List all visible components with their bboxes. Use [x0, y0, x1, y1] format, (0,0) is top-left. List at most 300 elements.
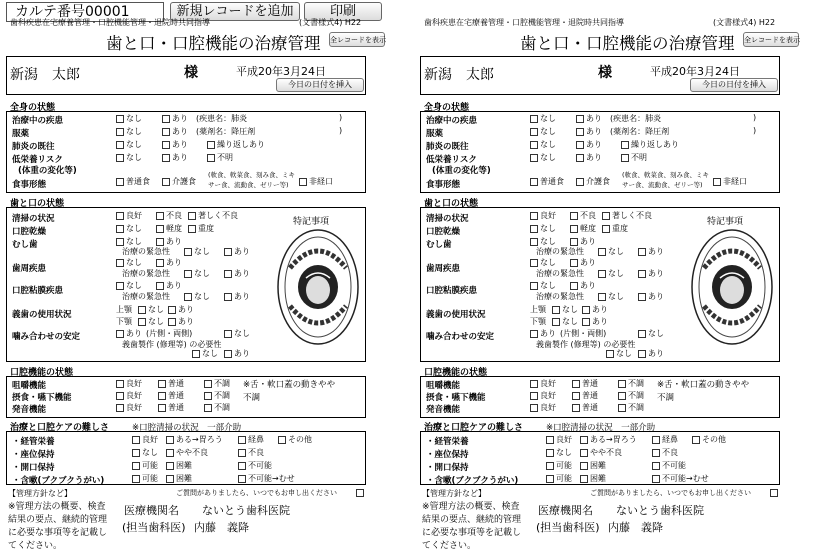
- mouth-difficult[interactable]: [166, 462, 174, 470]
- meds-yes-checkbox[interactable]: [162, 128, 170, 136]
- gastrostomy-label: ある→胃ろう: [590, 435, 637, 444]
- good-label: 良好: [540, 211, 556, 220]
- chew-bad[interactable]: [204, 380, 212, 388]
- none-label: なし: [608, 292, 624, 301]
- tube-feed-label: ・経管栄養: [12, 437, 55, 447]
- none-label: なし: [540, 153, 556, 162]
- bite-none-checkbox[interactable]: [224, 330, 232, 338]
- caries-urgency-none[interactable]: [184, 248, 192, 256]
- malnutrition-sub-label: (体重の変化等): [18, 166, 77, 176]
- upper-label: 上顎: [116, 305, 132, 314]
- possible-label: 可能: [142, 474, 158, 483]
- dry-severe-checkbox[interactable]: [188, 225, 196, 233]
- mucosa-urgency-none[interactable]: [184, 293, 192, 301]
- impossible-choke-label: 不可能→むせ: [248, 474, 295, 483]
- yes-label: あり: [172, 114, 188, 123]
- yes-label: あり: [586, 153, 602, 162]
- oral-note-2[interactable]: 不調: [243, 393, 261, 403]
- caries-urgency-yes[interactable]: [638, 248, 646, 256]
- bad-label: 不良: [580, 211, 596, 220]
- none-label: なし: [126, 114, 142, 123]
- mild-label: 軽度: [580, 224, 596, 233]
- bad-label: 不良: [166, 211, 182, 220]
- perio-urgency-none[interactable]: [598, 270, 606, 278]
- clean-bad-checkbox[interactable]: [156, 212, 164, 220]
- policy-line[interactable]: ※管理方法の概要、検査: [422, 502, 520, 512]
- mucosa-urgency-none[interactable]: [598, 293, 606, 301]
- bad-label: 不調: [214, 379, 230, 388]
- caries-urgency-none[interactable]: [598, 248, 606, 256]
- lower-yes-checkbox[interactable]: [168, 318, 176, 326]
- urgency-label: 治療の緊急性: [536, 269, 584, 278]
- speech-good[interactable]: [530, 404, 538, 412]
- yes-label: あり: [234, 247, 250, 256]
- clean-bad-checkbox[interactable]: [570, 212, 578, 220]
- oral-note[interactable]: ※舌・軟口蓋の動きやや: [657, 380, 750, 390]
- policy-line[interactable]: 結果の要点、継続的管理: [8, 515, 108, 525]
- none-label: なし: [540, 224, 556, 233]
- good-label: 良好: [126, 403, 142, 412]
- care-food-detail: (軟食、軟菜食、刻み食、ミキ: [622, 171, 710, 179]
- swallow-bad[interactable]: [204, 392, 212, 400]
- header-left-text: 歯科疾患在宅療養管理・口腔機能管理・退院時共同指導: [10, 18, 210, 27]
- speech-normal[interactable]: [572, 404, 580, 412]
- perio-none-checkbox[interactable]: [116, 259, 124, 267]
- mucosa-urgency-yes[interactable]: [638, 293, 646, 301]
- none-label: なし: [126, 237, 142, 246]
- yes-label: あり: [172, 153, 188, 162]
- rinse-impossible[interactable]: [652, 475, 660, 483]
- mouth-diagram: [276, 228, 360, 346]
- clean-verybad-checkbox[interactable]: [188, 212, 196, 220]
- none-label: なし: [148, 305, 164, 314]
- malnutrition-label: 低栄養リスク: [426, 155, 477, 165]
- denture-make-none[interactable]: [192, 350, 200, 358]
- mucosa-none-checkbox[interactable]: [116, 282, 124, 290]
- lower-none-checkbox[interactable]: [138, 318, 146, 326]
- upper-yes-checkbox[interactable]: [582, 306, 590, 314]
- lower-label: 下顎: [116, 317, 132, 326]
- dry-none-checkbox[interactable]: [116, 225, 124, 233]
- karte-label: カルテ番号: [15, 4, 85, 20]
- mouth-possible[interactable]: [132, 462, 140, 470]
- difficult-label: 困難: [590, 474, 606, 483]
- drug-value[interactable]: (薬剤名：降圧剤: [610, 127, 670, 136]
- care-heading: 治療と口腔ケアの難しさ: [10, 423, 110, 433]
- care-food-detail: (軟食、軟菜食、刻み食、ミキ: [208, 171, 296, 179]
- normal-label: 普通: [582, 379, 598, 388]
- clean-good-checkbox[interactable]: [530, 212, 538, 220]
- good-label: 良好: [540, 391, 556, 400]
- bite-yes-checkbox[interactable]: [116, 330, 124, 338]
- clean-verybad-checkbox[interactable]: [602, 212, 610, 220]
- show-all-records-button[interactable]: 全レコードを表示: [329, 32, 385, 47]
- none-label: なし: [126, 127, 142, 136]
- care-heading-note[interactable]: ※口腔清掃の状況 一部介助: [546, 423, 656, 433]
- caries-yes-checkbox[interactable]: [156, 238, 164, 246]
- mucosa-label: 口腔粘膜疾患: [12, 286, 64, 296]
- oral-heading: 口腔機能の状態: [424, 368, 488, 378]
- bite-label: 噛み合わせの安定: [426, 332, 495, 342]
- caries-none-checkbox[interactable]: [116, 238, 124, 246]
- chew-bad[interactable]: [618, 380, 626, 388]
- tube-nasal[interactable]: [238, 436, 246, 444]
- verybad-label: 著しく不良: [198, 211, 238, 220]
- contact-note: ご質問がありましたら、いつでもお申し出ください: [176, 489, 337, 497]
- contact-note: ご質問がありましたら、いつでもお申し出ください: [590, 489, 751, 497]
- disease-value[interactable]: (疾患名：肺炎: [196, 114, 248, 123]
- policy-line[interactable]: てください。: [8, 541, 63, 551]
- page-title: 歯と口・口腔機能の治療管理: [520, 34, 735, 53]
- page-title: 歯と口・口腔機能の治療管理: [106, 34, 321, 53]
- perio-none-checkbox[interactable]: [530, 259, 538, 267]
- mucosa-urgency-yes[interactable]: [224, 293, 232, 301]
- seat-none[interactable]: [132, 449, 140, 457]
- normal-label: 普通: [582, 391, 598, 400]
- seat-bad[interactable]: [238, 449, 246, 457]
- perio-label: 歯周疾患: [426, 264, 461, 274]
- clinic-label: 医療機関名: [538, 504, 593, 517]
- oral-note[interactable]: ※舌・軟口蓋の動きやや: [243, 380, 336, 390]
- date-field[interactable]: 平成20年3月24日: [650, 65, 740, 78]
- normal-label: 普通: [168, 379, 184, 388]
- meds-none-checkbox[interactable]: [116, 128, 124, 136]
- yes-label: あり: [592, 317, 608, 326]
- denture-make-none[interactable]: [606, 350, 614, 358]
- chew-normal[interactable]: [572, 380, 580, 388]
- chew-good[interactable]: [530, 380, 538, 388]
- dry-mild-checkbox[interactable]: [570, 225, 578, 233]
- bad-label: 不調: [214, 391, 230, 400]
- add-record-button[interactable]: 新規レコードを追加: [170, 2, 300, 21]
- pneumonia-repeat-checkbox[interactable]: [621, 141, 629, 149]
- normal-food-checkbox[interactable]: [530, 178, 538, 186]
- severe-label: 重度: [612, 224, 628, 233]
- seat-bad[interactable]: [652, 449, 660, 457]
- impossible-label: 不可能: [662, 461, 686, 470]
- pneumonia-yes-checkbox[interactable]: [162, 141, 170, 149]
- disease-value[interactable]: (疾患名：肺炎: [610, 114, 662, 123]
- chew-normal[interactable]: [158, 380, 166, 388]
- good-label: 良好: [126, 391, 142, 400]
- clean-good-checkbox[interactable]: [116, 212, 124, 220]
- dry-mild-checkbox[interactable]: [156, 225, 164, 233]
- tube-label: 非経口: [723, 177, 747, 186]
- general-heading: 全身の状態: [424, 103, 470, 113]
- paren: ): [339, 113, 343, 122]
- upper-none-checkbox[interactable]: [138, 306, 146, 314]
- slightly-bad-label: やや不良: [590, 448, 622, 457]
- tube-checkbox[interactable]: [299, 178, 307, 186]
- rinse-difficult[interactable]: [166, 475, 174, 483]
- yes-label: あり: [126, 329, 142, 338]
- none-label: なし: [562, 305, 578, 314]
- none-label: なし: [540, 127, 556, 136]
- gastrostomy-label: ある→胃ろう: [176, 435, 223, 444]
- bite-label: 噛み合わせの安定: [12, 332, 81, 342]
- insert-today-button[interactable]: 今日の日付を挿入: [690, 78, 778, 92]
- treatment-sheet-right: [420, 14, 822, 555]
- clinic-name[interactable]: ないとう歯科医院: [202, 504, 290, 517]
- perio-yes-checkbox[interactable]: [570, 259, 578, 267]
- seat-none[interactable]: [546, 449, 554, 457]
- good-label: 良好: [142, 435, 158, 444]
- cleaning-label: 清掃の状況: [12, 214, 55, 224]
- care-heading-note[interactable]: ※口腔清掃の状況 一部介助: [132, 423, 242, 433]
- disease-label: 治療中の疾患: [426, 116, 478, 126]
- diet-label: 食事形態: [426, 180, 461, 190]
- seat-yaya[interactable]: [580, 449, 588, 457]
- lower-none-checkbox[interactable]: [552, 318, 560, 326]
- tube-aru[interactable]: [166, 436, 174, 444]
- rinse-possible[interactable]: [546, 475, 554, 483]
- caries-label: むし歯: [426, 240, 452, 250]
- pneumonia-none-checkbox[interactable]: [116, 141, 124, 149]
- urgency-label: 治療の緊急性: [122, 247, 170, 256]
- dentist-label: (担当歯科医): [536, 521, 600, 534]
- meds-label: 服薬: [426, 129, 444, 139]
- general-heading: 全身の状態: [10, 103, 56, 113]
- good-label: 良好: [126, 379, 142, 388]
- sitting-label: ・座位保持: [426, 450, 469, 460]
- denture-make-yes[interactable]: [638, 350, 646, 358]
- caries-label: むし歯: [12, 240, 38, 250]
- mucosa-label: 口腔粘膜疾患: [426, 286, 478, 296]
- bite-yes-checkbox[interactable]: [530, 330, 538, 338]
- none-label: なし: [608, 247, 624, 256]
- bite-note: (片側・両側): [146, 329, 193, 338]
- yes-label: あり: [648, 349, 664, 358]
- swallow-good[interactable]: [530, 392, 538, 400]
- impossible-choke-label: 不可能→むせ: [662, 474, 709, 483]
- mild-label: 軽度: [166, 224, 182, 233]
- upper-label: 上顎: [530, 305, 546, 314]
- none-label: なし: [540, 140, 556, 149]
- teeth-heading: 歯と口の状態: [10, 199, 65, 209]
- denture-label: 義歯の使用状況: [12, 310, 72, 320]
- none-label: なし: [194, 292, 210, 301]
- clinic-name[interactable]: ないとう歯科医院: [616, 504, 704, 517]
- bite-none-checkbox[interactable]: [638, 330, 646, 338]
- denture-make-yes[interactable]: [224, 350, 232, 358]
- rinse-possible[interactable]: [132, 475, 140, 483]
- none-label: なし: [616, 349, 632, 358]
- mouth-possible[interactable]: [546, 462, 554, 470]
- lower-yes-checkbox[interactable]: [582, 318, 590, 326]
- policy-line[interactable]: に必要な事項等を記載し: [8, 528, 108, 538]
- normal-food-checkbox[interactable]: [116, 178, 124, 186]
- dentist-name[interactable]: 内藤 義降: [608, 521, 663, 534]
- none-label: なし: [540, 114, 556, 123]
- meds-yes-checkbox[interactable]: [576, 128, 584, 136]
- upper-none-checkbox[interactable]: [552, 306, 560, 314]
- dentist-name[interactable]: 内藤 義降: [194, 521, 249, 534]
- yes-label: あり: [580, 237, 596, 246]
- policy-line[interactable]: ※管理方法の概要、検査: [8, 502, 106, 512]
- swallow-normal[interactable]: [158, 392, 166, 400]
- policy-line[interactable]: てください。: [422, 541, 477, 551]
- malnut-unknown-checkbox[interactable]: [621, 154, 629, 162]
- mouth-impossible[interactable]: [652, 462, 660, 470]
- upper-yes-checkbox[interactable]: [168, 306, 176, 314]
- other-label: その他: [288, 435, 312, 444]
- policy-line[interactable]: に必要な事項等を記載し: [422, 528, 522, 538]
- bad-label: 不良: [662, 448, 678, 457]
- normal-label: 普通: [582, 403, 598, 412]
- mouth-difficult[interactable]: [580, 462, 588, 470]
- mucosa-yes-checkbox[interactable]: [156, 282, 164, 290]
- none-label: なし: [556, 448, 572, 457]
- tube-good[interactable]: [546, 436, 554, 444]
- slightly-bad-label: やや不良: [176, 448, 208, 457]
- none-label: なし: [540, 258, 556, 267]
- none-label: なし: [126, 140, 142, 149]
- care-food-detail: サー食、流動食、ゼリー等): [622, 181, 703, 189]
- mouth-impossible[interactable]: [238, 462, 246, 470]
- seat-yaya[interactable]: [166, 449, 174, 457]
- perio-urgency-none[interactable]: [184, 270, 192, 278]
- care-food-checkbox[interactable]: [162, 178, 170, 186]
- policy-heading: 【管理方針など】: [422, 489, 486, 498]
- none-label: なし: [126, 258, 142, 267]
- caries-none-checkbox[interactable]: [530, 238, 538, 246]
- show-all-records-button[interactable]: 全レコードを表示: [743, 32, 799, 47]
- tube-nasal[interactable]: [652, 436, 660, 444]
- meds-label: 服薬: [12, 129, 30, 139]
- rinse-impossible[interactable]: [238, 475, 246, 483]
- yes-label: あり: [178, 317, 194, 326]
- policy-line[interactable]: 結果の要点、継続的管理: [422, 515, 522, 525]
- rinse-difficult[interactable]: [580, 475, 588, 483]
- disease-none-checkbox[interactable]: [116, 115, 124, 123]
- perio-label: 歯周疾患: [12, 264, 47, 274]
- drug-value[interactable]: (薬剤名：降圧剤: [196, 127, 256, 136]
- possible-label: 可能: [556, 461, 572, 470]
- none-label: なし: [540, 237, 556, 246]
- nasal-label: 経鼻: [662, 435, 678, 444]
- tube-other[interactable]: [278, 436, 286, 444]
- perio-urgency-yes[interactable]: [638, 270, 646, 278]
- caries-urgency-yes[interactable]: [224, 248, 232, 256]
- notes-label: 特記事項: [707, 217, 744, 227]
- pneumonia-none-checkbox[interactable]: [530, 141, 538, 149]
- caries-yes-checkbox[interactable]: [570, 238, 578, 246]
- none-label: なし: [194, 247, 210, 256]
- clinic-label: 医療機関名: [124, 504, 179, 517]
- yes-label: あり: [648, 269, 664, 278]
- bad-label: 不調: [628, 391, 644, 400]
- header-right-text: (文書様式4) H22: [713, 18, 776, 27]
- good-label: 良好: [126, 211, 142, 220]
- yes-label: あり: [172, 127, 188, 136]
- speech-normal[interactable]: [158, 404, 166, 412]
- bad-label: 不調: [628, 403, 644, 412]
- unknown-label: 不明: [217, 153, 233, 162]
- disease-yes-checkbox[interactable]: [576, 115, 584, 123]
- verybad-label: 著しく不良: [612, 211, 652, 220]
- mouth-open-label: ・開口保持: [12, 463, 55, 473]
- malnut-none-checkbox[interactable]: [530, 154, 538, 162]
- none-label: なし: [126, 153, 142, 162]
- malnut-yes-checkbox[interactable]: [576, 154, 584, 162]
- insert-today-button[interactable]: 今日の日付を挿入: [276, 78, 364, 92]
- mouth-diagram: [690, 228, 774, 346]
- date-field[interactable]: 平成20年3月24日: [236, 65, 326, 78]
- tube-aru[interactable]: [580, 436, 588, 444]
- impossible-label: 不可能: [248, 461, 272, 470]
- header-right-text: (文書様式4) H22: [299, 18, 362, 27]
- swallow-good[interactable]: [116, 392, 124, 400]
- contact-checkbox[interactable]: [770, 489, 778, 497]
- pneumonia-yes-checkbox[interactable]: [576, 141, 584, 149]
- urgency-label: 治療の緊急性: [122, 292, 170, 301]
- malnut-yes-checkbox[interactable]: [162, 154, 170, 162]
- tube-feed-label: ・経管栄養: [426, 437, 469, 447]
- care-food-label: 介護食: [586, 177, 610, 186]
- rinse-label: ・含嗽(ブクブクうがい): [12, 476, 105, 486]
- none-label: なし: [608, 269, 624, 278]
- difficult-label: 困難: [590, 461, 606, 470]
- speech-good[interactable]: [116, 404, 124, 412]
- tube-label: 非経口: [309, 177, 333, 186]
- speech-bad[interactable]: [204, 404, 212, 412]
- tube-checkbox[interactable]: [713, 178, 721, 186]
- swallow-normal[interactable]: [572, 392, 580, 400]
- possible-label: 可能: [556, 474, 572, 483]
- normal-label: 普通: [168, 391, 184, 400]
- mucosa-yes-checkbox[interactable]: [570, 282, 578, 290]
- malnut-none-checkbox[interactable]: [116, 154, 124, 162]
- disease-none-checkbox[interactable]: [530, 115, 538, 123]
- yes-label: あり: [586, 127, 602, 136]
- denture-make-label: 義歯製作 (修理等) の必要性: [536, 340, 636, 349]
- bad-label: 不調: [628, 379, 644, 388]
- policy-heading: 【管理方針など】: [8, 489, 72, 498]
- oral-note-2[interactable]: 不調: [657, 393, 675, 403]
- difficult-label: 困難: [176, 461, 192, 470]
- honorific: 様: [598, 65, 612, 81]
- malnutrition-label: 低栄養リスク: [12, 155, 63, 165]
- contact-checkbox[interactable]: [356, 489, 364, 497]
- dry-severe-checkbox[interactable]: [602, 225, 610, 233]
- chew-good[interactable]: [116, 380, 124, 388]
- rinse-label: ・含嗽(ブクブクうがい): [426, 476, 519, 486]
- perio-urgency-yes[interactable]: [224, 270, 232, 278]
- mucosa-none-checkbox[interactable]: [530, 282, 538, 290]
- tube-good[interactable]: [132, 436, 140, 444]
- print-button[interactable]: 印刷: [304, 2, 382, 21]
- teeth-heading: 歯と口の状態: [424, 199, 479, 209]
- urgency-label: 治療の緊急性: [122, 269, 170, 278]
- lower-label: 下顎: [530, 317, 546, 326]
- malnut-unknown-checkbox[interactable]: [207, 154, 215, 162]
- speech-label: 発音機能: [426, 405, 461, 415]
- urgency-label: 治療の緊急性: [536, 292, 584, 301]
- meds-none-checkbox[interactable]: [530, 128, 538, 136]
- pneumonia-repeat-checkbox[interactable]: [207, 141, 215, 149]
- speech-bad[interactable]: [618, 404, 626, 412]
- none-label: なし: [202, 349, 218, 358]
- dry-none-checkbox[interactable]: [530, 225, 538, 233]
- swallow-bad[interactable]: [618, 392, 626, 400]
- denture-label: 義歯の使用状況: [426, 310, 486, 320]
- patient-name: 新潟 太郎: [424, 67, 494, 83]
- tube-other[interactable]: [692, 436, 700, 444]
- yes-label: あり: [580, 258, 596, 267]
- disease-yes-checkbox[interactable]: [162, 115, 170, 123]
- care-food-checkbox[interactable]: [576, 178, 584, 186]
- perio-yes-checkbox[interactable]: [156, 259, 164, 267]
